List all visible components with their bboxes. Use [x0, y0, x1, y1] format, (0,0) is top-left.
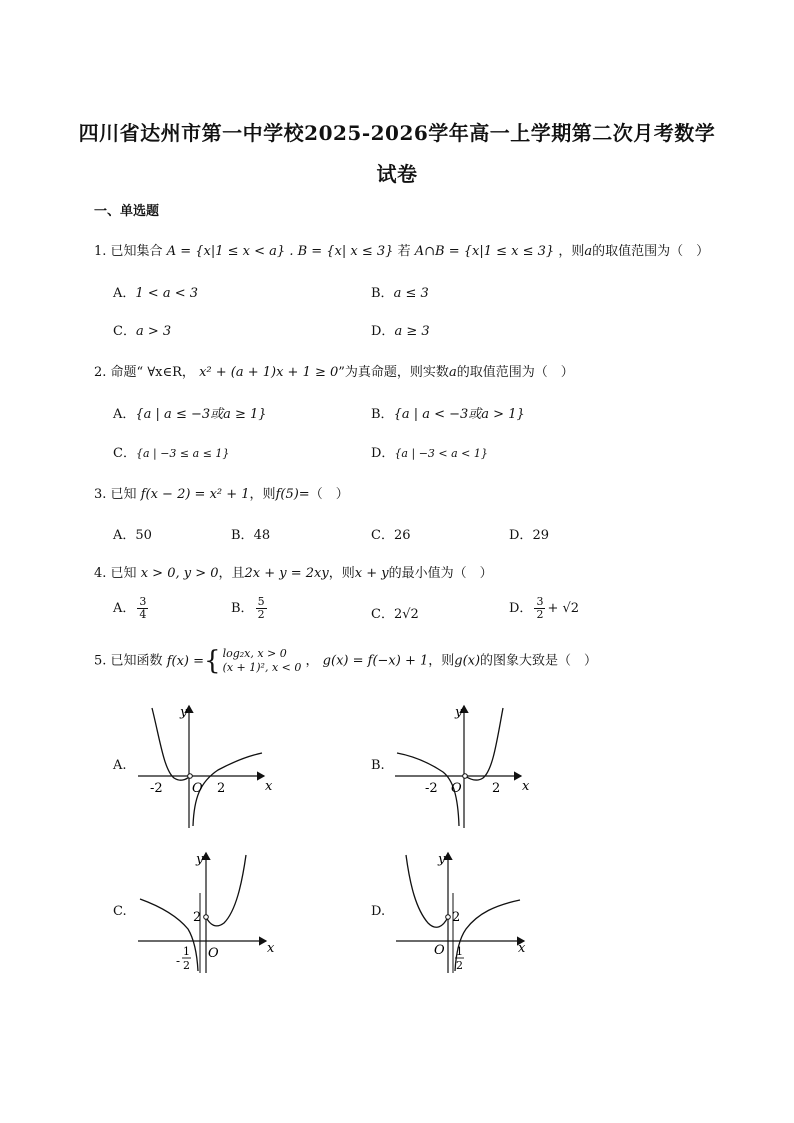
q2-option-a[interactable] — [113, 403, 267, 422]
q1-var: a — [584, 244, 593, 259]
option-text: 50 — [135, 528, 152, 543]
q1-set-b: . B = {x| x ≤ 3} — [289, 244, 394, 259]
option-label: D． — [371, 324, 395, 339]
q5-g-name: g(x) — [454, 653, 481, 669]
q3-stem-b: ，则 — [249, 487, 276, 502]
graph-b[interactable] — [395, 700, 545, 830]
q4-number: 4. — [94, 566, 107, 581]
q5-g-def: g(x) = f(−x) + 1 — [322, 653, 429, 669]
q5-stem-d: 的图象大致是（ ） — [480, 653, 598, 669]
y-axis-label: y — [438, 852, 446, 867]
q1-stem-a: 已知集合 — [110, 244, 163, 259]
q3-number: 3. — [94, 487, 107, 502]
option-label: B． — [371, 407, 394, 422]
option-tail: + √2 — [547, 601, 580, 616]
q1-stem-b: 若 — [397, 244, 411, 259]
q1-stem-d: 的取值范围为（ ） — [592, 244, 710, 259]
numerator: 3 — [536, 595, 544, 608]
frac-num: 1 — [183, 945, 190, 958]
q4-option-c[interactable] — [371, 603, 419, 622]
open-point — [463, 774, 468, 779]
option-text: 1 < a < 3 — [135, 286, 198, 301]
section-heading: 一、单选题 — [94, 204, 160, 219]
q4-option-d[interactable] — [509, 596, 579, 621]
option-label: A． — [113, 407, 136, 422]
q5-option-a-label[interactable]: A. — [113, 758, 127, 773]
q5-stem-b: ， — [305, 653, 319, 669]
q4-stem-c: ，则 — [328, 566, 355, 581]
option-label: B． — [231, 528, 254, 543]
graph-c[interactable] — [138, 847, 288, 977]
q2-stem-a: 命题“ ∀x∈R， — [110, 365, 195, 380]
frac-num: 1 — [456, 945, 463, 958]
q3-option-d[interactable] — [509, 524, 549, 543]
origin-label: O — [451, 781, 462, 796]
q5-option-c-label[interactable]: C. — [113, 904, 127, 919]
option-label: C． — [371, 607, 394, 622]
q4-stem-b: ，且 — [218, 566, 245, 581]
q1-set-a: A = {x|1 ≤ x < a} — [166, 244, 286, 259]
tick-label: 2 — [492, 781, 501, 796]
paper-title-line2: 试卷 — [376, 162, 418, 186]
graph-a[interactable] — [138, 700, 288, 830]
q1-option-d[interactable] — [371, 320, 430, 339]
q3-formula: f(x − 2) = x² + 1 — [140, 487, 250, 502]
frac-den: 2 — [456, 959, 463, 972]
option-text: {a | a ≤ −3或a ≥ 1} — [135, 407, 267, 422]
fraction — [534, 596, 545, 621]
denominator: 2 — [536, 608, 544, 621]
curve-right — [465, 708, 503, 780]
minus-sign: - — [176, 954, 181, 968]
q5-option-b-label[interactable]: B. — [371, 758, 385, 773]
q5-number: 5. — [94, 653, 107, 669]
x-axis-label: x — [265, 779, 273, 794]
q2-option-b[interactable] — [371, 403, 525, 422]
q4-expr: x + y — [354, 566, 389, 581]
q4-option-a[interactable] — [113, 596, 150, 621]
q1-number: 1. — [94, 244, 107, 259]
q2-stem-c: 的取值范围为（ ） — [456, 365, 574, 380]
option-label: A． — [113, 601, 136, 616]
x-axis-label: x — [522, 779, 530, 794]
tick-label: -2 — [150, 781, 163, 796]
x-axis-label: x — [267, 941, 275, 956]
q2-formula: x² + (a + 1)x + 1 ≥ 0 — [199, 365, 339, 380]
numerator: 3 — [139, 595, 147, 608]
case-2: (x + 1)², x < 0 — [222, 661, 302, 674]
q4-stem-a: 已知 — [110, 566, 137, 581]
option-label: D． — [371, 446, 395, 461]
q4-option-b[interactable] — [231, 596, 269, 621]
option-label: D． — [509, 601, 533, 616]
q1-stem-c: ，则 — [558, 244, 585, 259]
q5-option-d-label[interactable]: D. — [371, 904, 386, 919]
denominator: 2 — [257, 608, 265, 621]
curve-right — [193, 753, 262, 826]
option-label: C． — [371, 528, 394, 543]
q4-stem-d: 的最小值为（ ） — [388, 566, 493, 581]
q3-option-c[interactable] — [371, 524, 411, 543]
q4-cond2: 2x + y = 2xy — [244, 566, 329, 581]
tick-label: 2 — [193, 910, 202, 925]
tick-label: 2 — [217, 781, 226, 796]
q1-option-b[interactable] — [371, 282, 429, 301]
denominator: 4 — [139, 608, 147, 621]
question-4 — [94, 562, 493, 581]
option-label: A． — [113, 286, 136, 301]
option-label: C． — [113, 324, 136, 339]
q3-stem-a: 已知 — [110, 487, 137, 502]
cases — [223, 647, 302, 675]
q3-stem-c: =（ ） — [298, 487, 349, 502]
q3-option-a[interactable] — [113, 524, 152, 543]
x-axis-label: x — [518, 941, 526, 956]
q2-option-d[interactable] — [371, 442, 488, 461]
numerator: 5 — [257, 595, 265, 608]
curve-right — [455, 900, 520, 971]
tick-label: 2 — [452, 910, 461, 925]
q1-option-c[interactable] — [113, 320, 171, 339]
option-label: B． — [231, 601, 254, 616]
option-text: 26 — [393, 528, 411, 543]
case-1: log₂x, x > 0 — [222, 647, 287, 660]
option-text: 29 — [532, 528, 549, 543]
function-name: f(x) = — [166, 653, 205, 669]
option-text: a > 3 — [135, 324, 172, 339]
fraction — [256, 596, 267, 621]
brace-icon: { — [204, 646, 221, 676]
option-text: 2√2 — [393, 607, 419, 622]
q4-cond1: x > 0, y > 0 — [140, 566, 219, 581]
q2-stem-b: ”为真命题，则实数 — [338, 365, 449, 380]
q1-option-a[interactable] — [113, 282, 198, 301]
option-text: {a | −3 ≤ a ≤ 1} — [135, 447, 230, 460]
piecewise-function — [167, 647, 302, 675]
tick-label: -2 — [425, 781, 438, 796]
y-axis-label: y — [180, 705, 188, 720]
option-label: C． — [113, 446, 136, 461]
option-text: a ≥ 3 — [394, 324, 430, 339]
option-label: B． — [371, 286, 394, 301]
origin-label: O — [208, 946, 219, 961]
question-1 — [94, 240, 709, 259]
q2-option-c[interactable] — [113, 442, 229, 461]
option-text: {a | −3 < a < 1} — [394, 447, 488, 460]
fraction — [137, 596, 148, 621]
option-label: D． — [509, 528, 533, 543]
q3-option-b[interactable] — [231, 524, 270, 543]
question-5 — [94, 647, 597, 675]
option-label: A． — [113, 528, 136, 543]
paper-title-line1: 四川省达州市第一中学校2025-2026学年高一上学期第二次月考数学 — [78, 121, 716, 145]
graph-d[interactable] — [396, 847, 546, 977]
open-point — [188, 774, 193, 779]
y-axis-label: y — [455, 705, 463, 720]
q1-condition: A∩B = {x|1 ≤ x ≤ 3} — [414, 244, 555, 259]
option-text: 48 — [253, 528, 271, 543]
q5-stem-a: 已知函数 — [110, 653, 163, 669]
origin-label: O — [434, 943, 445, 958]
option-text: a ≤ 3 — [393, 286, 429, 301]
y-axis-label: y — [196, 852, 204, 867]
q2-number: 2. — [94, 365, 107, 380]
origin-label: O — [192, 781, 203, 796]
open-point — [446, 915, 451, 920]
open-point — [204, 915, 209, 920]
q5-stem-c: ，则 — [428, 653, 455, 669]
option-text: {a | a < −3或a > 1} — [393, 407, 525, 422]
frac-den: 2 — [183, 959, 190, 972]
curve-right — [206, 855, 246, 926]
question-2 — [94, 361, 574, 380]
question-3 — [94, 483, 349, 502]
q3-ask: f(5) — [275, 487, 299, 502]
q2-var: a — [448, 365, 457, 380]
